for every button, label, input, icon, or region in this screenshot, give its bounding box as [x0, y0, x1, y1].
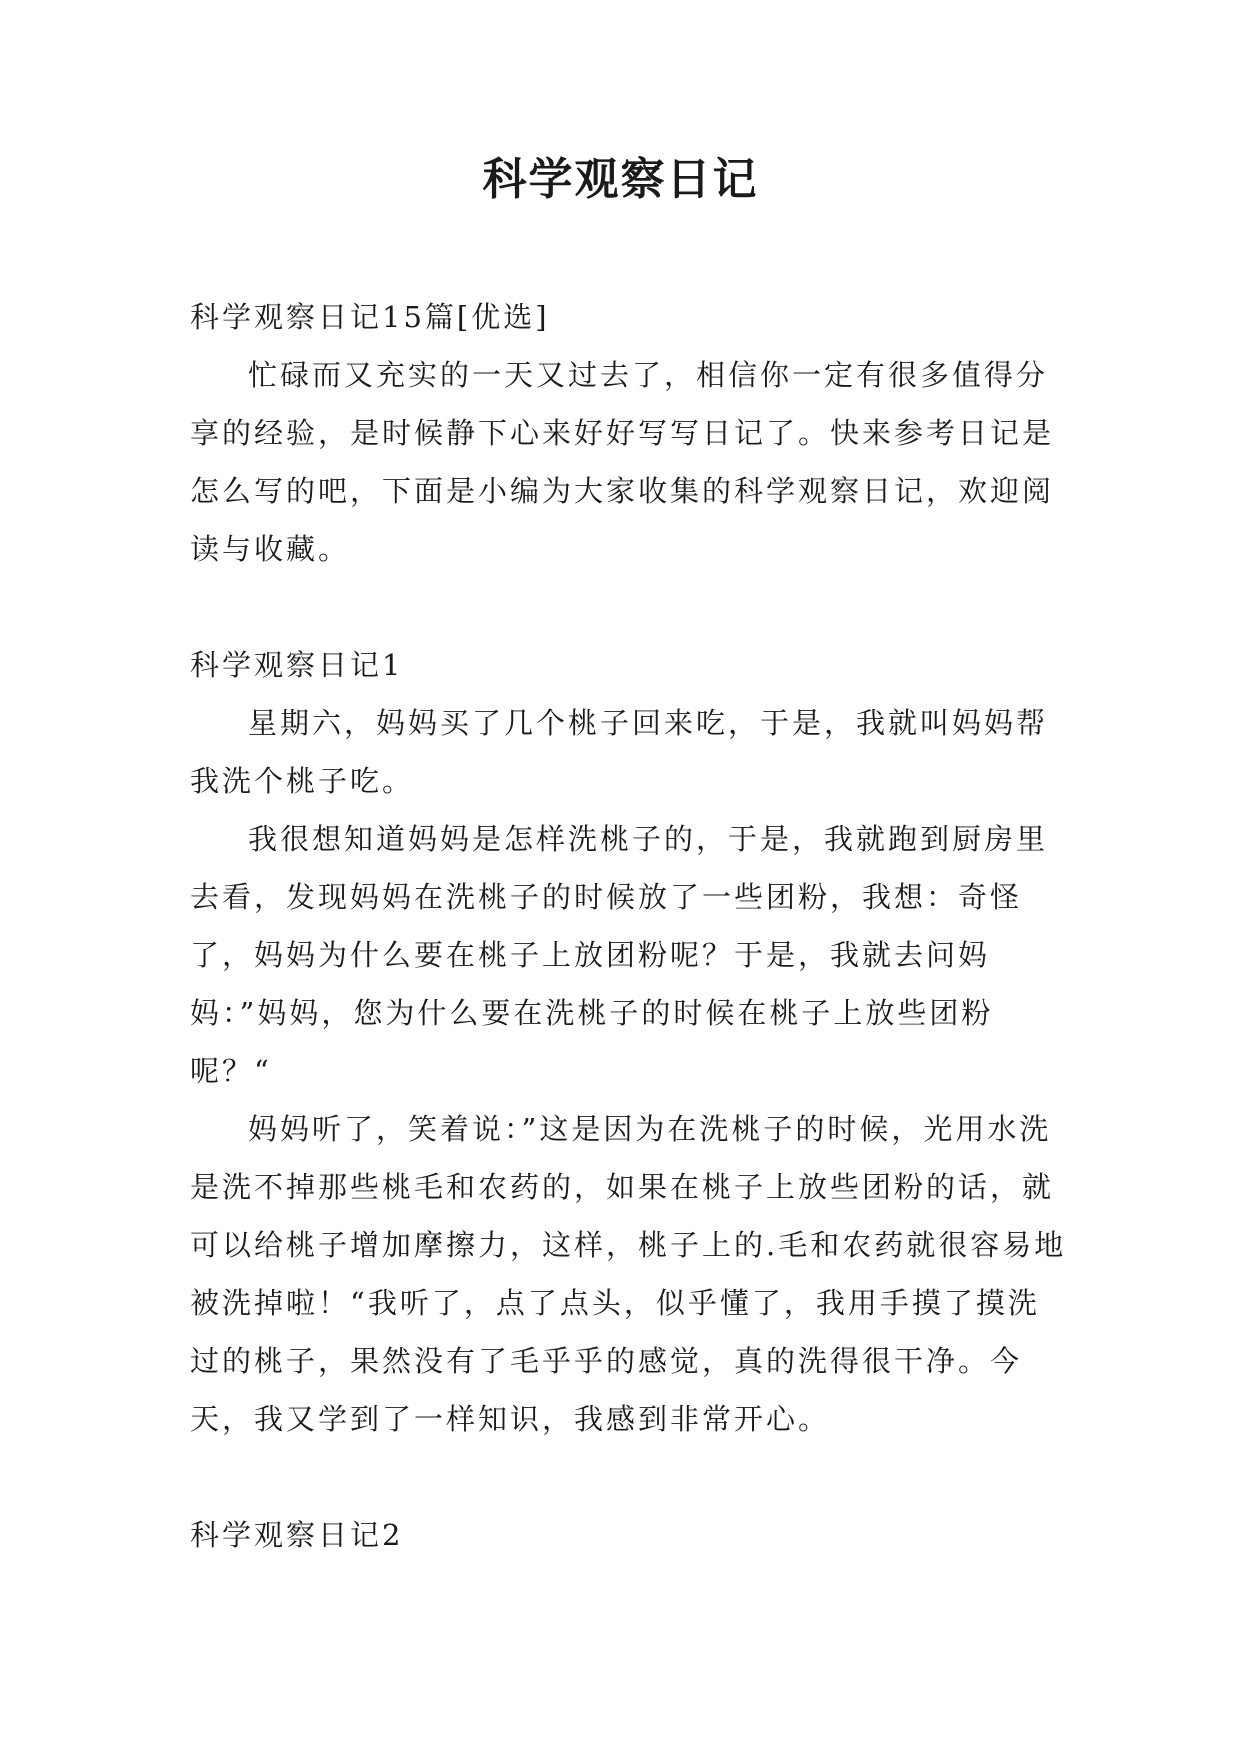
intro-paragraph: 忙碌而又充实的一天又过去了，相信你一定有很多值得分享的经验，是时候静下心来好好写写日记了。快来参考日记是怎么写的吧，下面是小编为大家收集的科学观察日记，欢迎阅读与收藏。 [190, 358, 1055, 566]
section-heading-1: 科学观察日记1 [190, 648, 404, 682]
section-1-paragraph-1: 星期六，妈妈买了几个桃子回来吃，于是，我就叫妈妈帮我洗个桃子吃。 [190, 706, 1049, 798]
section-1-paragraph-2: 我很想知道妈妈是怎样洗桃子的，于是，我就跑到厨房里去看，发现妈妈在洗桃子的时候放了一些团粉，我想：奇怪了，妈妈为什么要在桃子上放团粉呢？于是，我就去问妈妈：”妈妈，您为什么要在洗桃子的时候在桃子上放些团粉呢？“ [190, 822, 1049, 1088]
document-subtitle: 科学观察日记15篇[优选] [190, 300, 550, 334]
section-1-paragraph-3: 妈妈听了，笑着说：”这是因为在洗桃子的时候，光用水洗是洗不掉那些桃毛和农药的，如果在桃子上放些团粉的话，就可以给桃子增加摩擦力，这样，桃子上的.毛和农药就很容易地被洗掉啦！“我听了，点了点头，似乎懂了，我用手摸了摸洗过的桃子，果然没有了毛乎乎的感觉，真的洗得很干净。今天，我又学到了一样知识，我感到非常开心。 [190, 1112, 1067, 1436]
document-title: 科学观察日记 [482, 154, 759, 205]
section-heading-2: 科学观察日记2 [190, 1518, 404, 1552]
document-body [190, 288, 1070, 1564]
spacer [190, 1448, 1070, 1506]
spacer [190, 578, 1070, 636]
